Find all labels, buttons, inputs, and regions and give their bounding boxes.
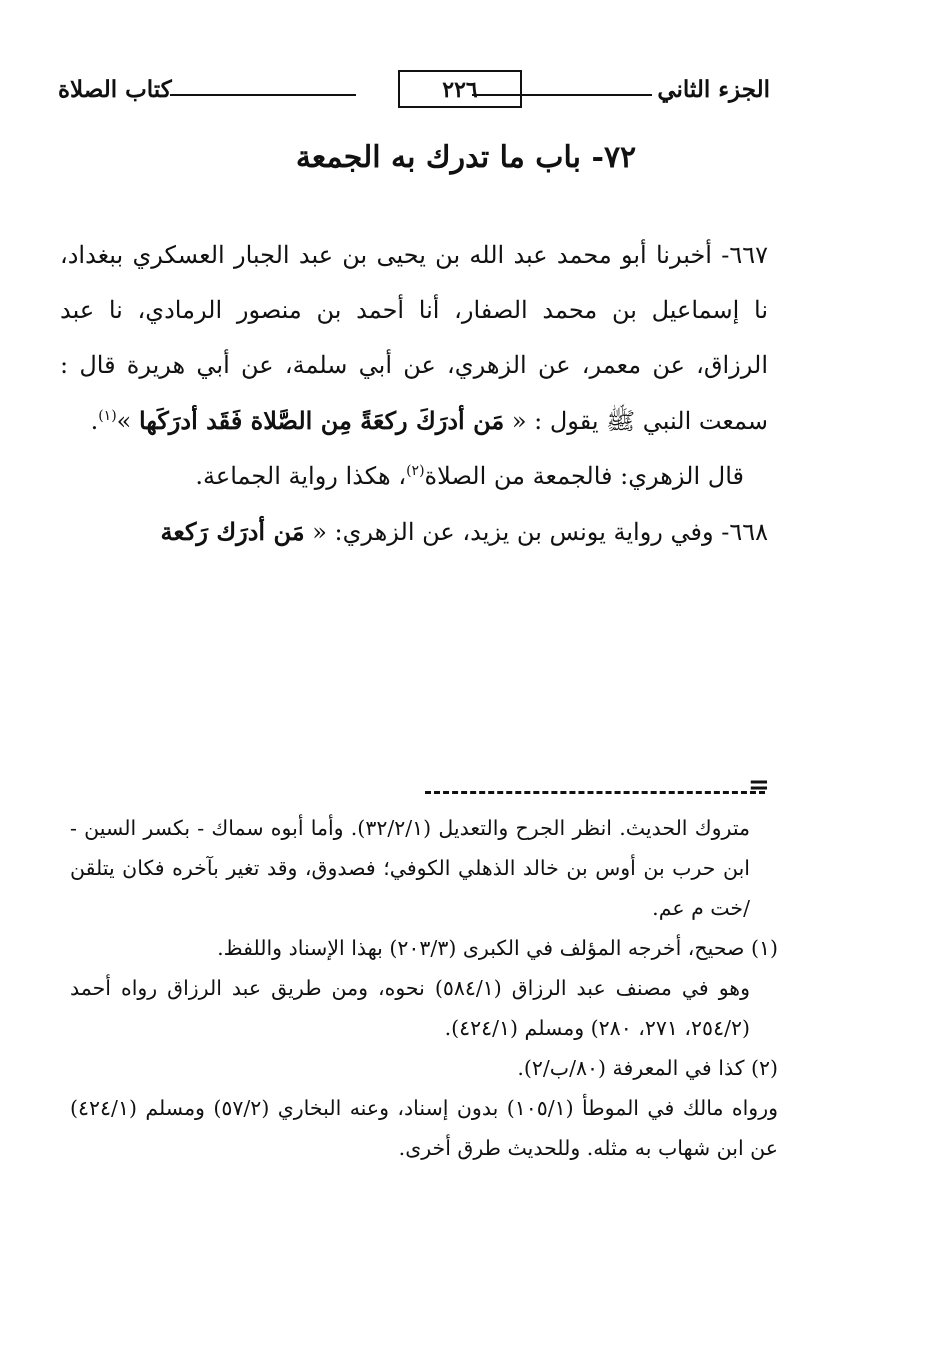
hadith-667-quote: مَن أدرَكَ ركعَةً مِن الصَّلاة فَقَد أدرَكَها [138,406,505,435]
footnote-2-detail: ورواه مالك في الموطأ (١٠٥/١) بدون إسناد، وعنه البخاري (٥٧/٢) ومسلم (٤٢٤/١) عن ابن شهاب به مثله. وللحديث طرق أخرى. [70,1096,778,1160]
hadith-668-quote: مَن أدرَك رَكعة [160,517,305,546]
zuhri-comment-text: قال الزهري: فالجمعة من الصلاة [424,462,744,490]
footnote-continuation-mark: = [748,770,770,800]
footnote-continued: متروك الحديث. انظر الجرح والتعديل (٣٢/٢/١). وأما أبوه سماك - بكسر السين - ابن حرب بن أوس بن خالد الذهلي الكوفي؛ فصدوق، وقد تغير بآخره فكان يتلقن /خت م عم. [70,816,751,920]
zuhri-comment [60,449,768,504]
header-book-label: كتاب الصلاة [58,76,172,103]
main-text [60,228,768,560]
chapter-title: ٧٢- باب ما تدرك به الجمعة [295,140,637,175]
hadith-668 [60,504,768,560]
footnote-ref-2[interactable]: (٢) [406,463,425,479]
running-header [58,70,770,116]
hadith-668-text: ٦٦٨- وفي رواية يونس بن يزيد، عن الزهري: « [304,518,768,546]
header-part-label: الجزء الثاني [657,76,770,103]
hadith-667-text: ٦٦٧- أخبرنا أبو محمد عبد الله بن يحيى بن عبد الجبار العسكري ببغداد، نا إسماعيل بن محمد الصفار، أنا أحمد بن منصور الرمادي، نا عبد الرزاق، عن معمر، عن الزهري، عن أبي سلمة، عن أبي هريرة قال : سمعت النبي ﷺ يقول : « [60,241,768,435]
footnote-2: (٢) كذا في المعرفة (٨٠/ب/٢). [517,1056,778,1080]
footnote-ref-1[interactable]: (١) [98,408,117,424]
footnote-separator [425,791,765,794]
zuhri-comment-end: ، هكذا رواية الجماعة. [195,462,407,490]
header-rule-left [170,94,356,96]
hadith-667 [60,228,768,449]
hadith-667-end: . [90,407,99,435]
page-number-box: ٢٢٦ [398,70,522,108]
hadith-667-close: » [116,407,139,435]
footnote-1-detail: وهو في مصنف عبد الرزاق (٥٨٤/١) نحوه، ومن طريق عبد الرزاق رواه أحمد (٢٥٤/٢، ٢٧١، ٢٨٠) ومسلم (٤٢٤/١). [70,976,750,1040]
footnote-1: (١) صحيح، أخرجه المؤلف في الكبرى (٢٠٣/٣) بهذا الإسناد واللفظ. [217,936,778,960]
footnotes [70,808,778,1168]
